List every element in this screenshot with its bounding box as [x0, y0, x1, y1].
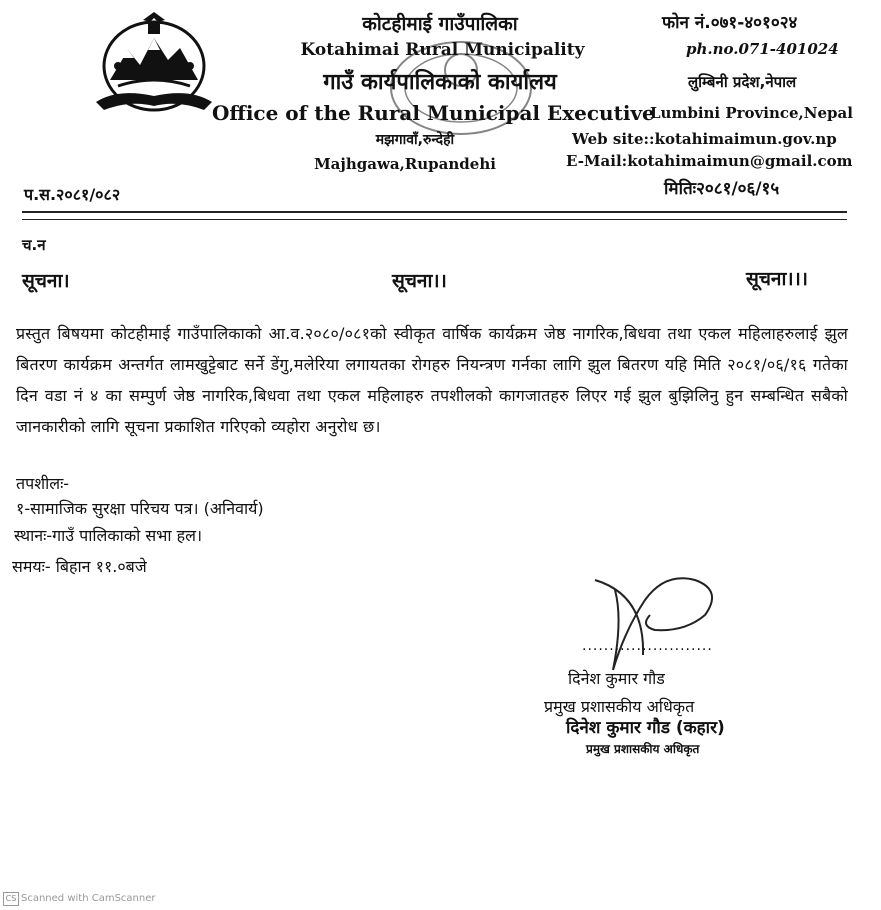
details-label: तपशीलः- — [16, 474, 70, 493]
header-divider-thick — [22, 211, 847, 213]
email-text: E-Mail:kotahimaimun@gmail.com — [566, 152, 853, 170]
notice-title-left: सूचना। — [22, 270, 70, 292]
details-item-1: १-सामाजिक सुरक्षा परिचय पत्र। (अनिवार्य) — [16, 499, 264, 518]
header-divider-thin — [22, 219, 847, 220]
province-en: Lumbini Province,Nepal — [650, 104, 853, 122]
camscanner-logo: CS — [3, 892, 19, 906]
camscanner-watermark: Scanned with CamScanner — [21, 893, 156, 904]
province-np: लुम्बिनी प्रदेश,नेपाल — [688, 73, 797, 91]
signatory-title: प्रमुख प्रशासकीय अधिकृत — [544, 697, 695, 716]
notice-title-right: सूचना।।। — [746, 268, 808, 290]
place-np: मझगावाँ,रुन्देही — [375, 132, 455, 148]
dispatch-number-label: च.न — [22, 236, 46, 254]
letter-date: मितिः२०८१/०६/१५ — [664, 179, 780, 199]
reference-number: प.स.२०८१/०८२ — [24, 185, 121, 204]
phone-en: ph.no.071-401024 — [686, 40, 839, 58]
phone-np: फोन नं.०७१-४०१०२४ — [662, 13, 798, 33]
office-name-en: Office of the Rural Municipal Executive — [212, 101, 655, 125]
office-name-np: गाउँ कार्यपालिकाको कार्यालय — [323, 70, 557, 95]
notice-body-paragraph: प्रस्तुत बिषयमा कोटहीमाई गाउँपालिकाको आ.व.२०८०/०८१को स्वीकृत वार्षिक कार्यक्रम जेष्ठ नागरिक,बिधवा तथा एकल महिलाहरुलाई झुल बितरण कार्यक्रम अन्तर्गत लामखुट्टेबाट सर्ने डेंगु,मलेरिया लगायतका रोगहरु नियन्त्रण गर्नका लागि झुल बितरण यहि मिति २०८१/०६/१६ गतेका दिन वडा नं ४ का सम्पुर्ण जेष्ठ नागरिक,बिधवा तथा एकल महिलाहरु तपशीलको कागजातहरु लिएर गई झुल बुझिलिनु हुन सम्बन्धित सबैको जानकारीको लागि सूचना प्रकाशित गरिएको व्यहोरा अनुरोध छ। — [16, 324, 848, 436]
website-text: Web site::kotahimaimun.gov.np — [572, 130, 837, 148]
place-en: Majhgawa,Rupandehi — [314, 155, 496, 173]
signatory-name: दिनेश कुमार गौड — [568, 669, 665, 688]
municipality-name-en: Kotahimai Rural Municipality — [300, 40, 585, 60]
venue-line: स्थानः-गाउँ पालिकाको सभा हल। — [14, 526, 203, 545]
municipality-name-np: कोटहीमाई गाउँपालिका — [362, 13, 518, 35]
handwritten-signature — [585, 560, 735, 680]
nepal-emblem-logo — [88, 10, 220, 122]
notice-title-center: सूचना।। — [392, 270, 447, 292]
signature-dots: ........................ — [582, 638, 713, 654]
time-line: समयः- बिहान ११.०बजे — [12, 557, 147, 576]
stamp-title: प्रमुख प्रशासकीय अधिकृत — [586, 742, 700, 756]
signatory-name-stamp — [558, 715, 750, 763]
stamp-name: दिनेश कुमार गौड (कहार) — [566, 718, 725, 738]
